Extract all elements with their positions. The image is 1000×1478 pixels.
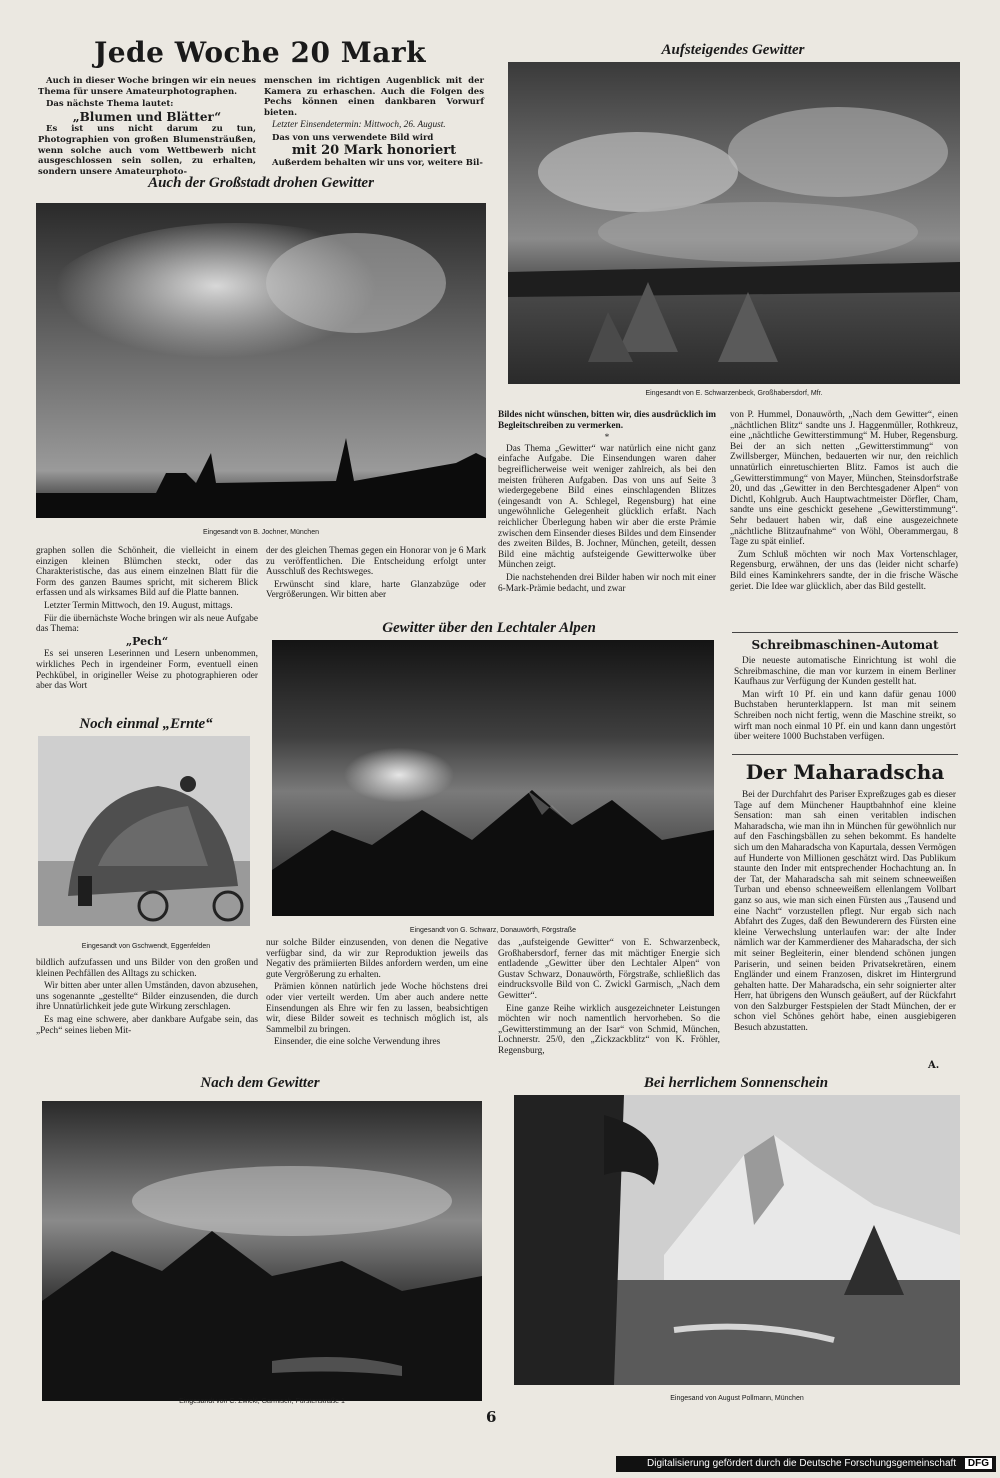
sidebar-signature: A. bbox=[928, 1060, 940, 1071]
intro-column-2 bbox=[264, 76, 484, 168]
text-right-col2 bbox=[730, 410, 958, 618]
intro-text-f: Außerdem behalten wir uns vor, weitere Bil- bbox=[272, 158, 483, 169]
text-left-mid-4: Es sei unseren Leserinnen und Lesern unbenommen, wirkliches Pech in irgendeiner Form, eventuell einen Pechkübel, in origineller Weise zu photographieren oder aber das Wort bbox=[36, 649, 258, 692]
intro-deadline: Letzter Einsendetermin: Mittwoch, 26. August. bbox=[272, 120, 446, 131]
text-center-low bbox=[266, 938, 488, 1064]
photo-ernte bbox=[38, 736, 250, 926]
intro-column-1 bbox=[38, 76, 256, 177]
text-center-low-1: nur solche Bilder einzusenden, von denen die Negative verfügbar sind, da wir zur Reproduktion jeweils das Negativ des prämiierten Bildes anfordern werden, um eine gute Vergrößerung zu erhalten. bbox=[266, 938, 488, 980]
sidebar-automat-text bbox=[734, 656, 956, 748]
text-mid-col2-2: Erwünscht sind klare, harte Glanzabzüge oder Vergrößerungen. Wir bitten aber bbox=[266, 579, 486, 601]
sidebar-maharadscha-title: Der Maharadscha bbox=[745, 760, 945, 784]
intro-text-c: Es ist uns nicht darum zu tun, Photographien von großen Blumensträußen, wenn solche auch vom Wettbewerb nicht ausgeschlossen sein sollen, zu erhalten, sondern unsere Amateurphoto- bbox=[38, 124, 256, 177]
text-right-low-2: Eine ganze Reihe wirklich ausgezeichneter Leistungen möchten wir noch namentlich hervorheben. So die „Gewitterstimmung an der Isar“ von Schmid, München, Lochnerstr. 25/0, den „Zickzackblitz“ von K. Fröhler, Regensburg, bbox=[498, 1003, 720, 1056]
photo-lechtal bbox=[272, 640, 714, 916]
sidebar-rule-mid bbox=[732, 754, 958, 755]
intro-text-b: Das nächste Thema lautet: bbox=[46, 99, 174, 110]
text-right-low bbox=[498, 938, 720, 1064]
photo-title-grossstadt: Auch der Großstadt drohen Gewitter bbox=[148, 175, 374, 191]
photo-credit-aufsteigend: Eingesandt von E. Schwarzenbeck, Großhabersdorf, Mfr. bbox=[645, 390, 823, 397]
text-right-col1-1: Bildes nicht wünschen, bitten wir, dies ausdrücklich im Begleitschreiben zu vermerken. bbox=[498, 410, 716, 431]
intro-text-a: Auch in dieser Woche bringen wir ein neues Thema für unsere Amateurphotographen. bbox=[38, 76, 256, 97]
text-right-col2-2: Zum Schluß möchten wir noch Max Vortenschlager, Regensburg, erwähnen, der uns das (leider nicht scharfe) Bild eines Kaminkehrers sandte, der in die frische Wäsche geriet. Die Idee war glücklich, aber das Bild gestellt. bbox=[730, 549, 958, 592]
photo-credit-sonnenschein: Eingesand von August Pollmann, München bbox=[670, 1395, 804, 1402]
intro-text-e: Das von uns verwendete Bild wird bbox=[272, 132, 434, 143]
text-center-low-2: Prämien können natürlich jede Woche höchstens drei oder vier verteilt werden. Um aber auch andere nette Einsendungen als Ehre wir fen zu lassen, beabsichtigen wir, diese Bilder soweit es technisch möglich ist, als Sammelbil zu bringen. bbox=[266, 982, 488, 1035]
text-asterisk: * bbox=[604, 433, 610, 444]
text-mid-col2-1: der des gleichen Themas gegen ein Honorar von je 6 Mark zu veröffentlichen. Die Entscheidung erfolgt unter Ausschluß des Rechtsweges. bbox=[266, 546, 486, 578]
text-right-low-1: das „aufsteigende Gewitter“ von E. Schwarzenbeck, Großhabersdorf, ferner das mit mächtiger Energie sich entladende „Gewitter über den Lechtaler Alpen“ von Gustav Schwarz, Donauwörth, Förgstraße, schließlich das eindrucksvolle Bild von C. Zwickl Garmisch, „Nach dem Gewitter“. bbox=[498, 938, 720, 1001]
digitization-text: Digitalisierung gefördert durch die Deutsche Forschungsgemeinschaft bbox=[647, 1458, 957, 1469]
digitization-note bbox=[616, 1456, 996, 1472]
text-left-mid-2: Letzter Termin Mittwoch, den 19. August, mittags. bbox=[44, 600, 233, 611]
dfg-logo: DFG bbox=[965, 1458, 992, 1469]
text-right-col1-3: Die nachstehenden drei Bilder haben wir noch mit einer 6-Mark-Prämie bedacht, und zwar bbox=[498, 572, 716, 594]
text-left-low-2: Wir bitten aber unter allen Umständen, davon abzusehen, uns sogenannte „gestellte“ Bilder einzusenden, die durch ihre Unnatürlichkeit jede gute Wirkung zerschlagen. bbox=[36, 981, 258, 1013]
text-left-low-3: Es mag eine schwere, aber dankbare Aufgabe sein, das „Pech“ seines lieben Mit- bbox=[36, 1014, 258, 1036]
photo-aufsteigend bbox=[508, 62, 960, 384]
photo-grossstadt bbox=[36, 203, 486, 518]
photo-title-aufsteigend: Aufsteigendes Gewitter bbox=[661, 42, 805, 58]
text-right-col1 bbox=[498, 410, 716, 618]
text-right-col2-1: von P. Hummel, Donauwörth, „Nach dem Gewitter“, einen „nächtlichen Blitz“ sandte uns J. Haggenmüller, Rothkreuz, eine „nächtliche Gewitterstimmung“ M. Huber, Regensburg. Bei der an sich netten „Gewitterstimmung“ von Zwillsberger, München, bedauerten wir nur, den reichlich unnatürlich einretuschierten Blitz. Famos ist auch die „Gewitterstimmung“ von Mayer, München, Steinsdorfstraße 20, und das „Gewitter in den Berchtesgadener Alpen“ von Dichtl, Kohlgrub. Auch Hauptwachtmeister Dörfler, Cham, sandte uns eine geschickt gesehene „Gewitterstimmung“. Sehr bedauert haben wir, daß eine ausgezeichnete „nächtliche Blitzaufnahme“ von Wöhl, Oberammergau, 8 Tage zu spät einlief. bbox=[730, 410, 958, 548]
photo-title-nach: Nach dem Gewitter bbox=[200, 1075, 320, 1091]
text-left-mid-1: graphen sollen die Schönheit, die vielleicht in einem einzigen kleinen Blümchen steckt, oder das Charakteristische, das aus einem einzelnen Blatt für die Form des ganzen Baumes spricht, mit sicherem Blick erfassen und als wirksames Bild auf die Platte bannen. bbox=[36, 546, 258, 599]
text-right-col1-2: Das Thema „Gewitter“ war natürlich eine nicht ganz einfache Aufgabe. Die Einsendungen waren daher begreiflicherweise weit weniger zahlreich, als bei den meisten früheren Aufgaben. Das von uns auf Seite 3 wiedergegebene Bild eines einschlagenden Blitzes (eingesandt von A. Schlegel, Regensburg) hat eine ungewöhnliche Gelegenheit glücklich erfaßt. Nach reichlicher Überlegung haben wir aber die erste Prämie zwischen dem Einsender dieses Bildes und dem Einsender des zweiten Bildes, B. Jochner, München, geteilt, dessen Bild eine mächtig aufsteigende Gewitterwolke über München zeigt. bbox=[498, 443, 716, 571]
text-mid-col2 bbox=[266, 546, 486, 616]
sidebar-automat-title: Schreibmaschinen-Automat bbox=[751, 638, 939, 652]
photo-credit-ernte: Eingesandt von Gschwendt, Eggenfelden bbox=[81, 943, 211, 950]
photo-title-ernte: Noch einmal „Ernte“ bbox=[79, 716, 213, 732]
page-headline: Jede Woche 20 Mark bbox=[93, 36, 426, 69]
text-pech-label: „Pech“ bbox=[125, 634, 169, 648]
sidebar-automat-p2: Man wirft 10 Pf. ein und kann dafür genau 1000 Buchstaben herunterklappern. Ist man mit seinem Schreiben noch nicht fertig, wenn die Maschine streikt, so wirft man noch einmal 10 Pf. ein und kann dann ungestört über weitere 1000 Buchstaben verfügen. bbox=[734, 689, 956, 743]
intro-honor: mit 20 Mark honoriert bbox=[291, 142, 457, 158]
intro-theme: „Blumen und Blätter“ bbox=[72, 109, 222, 124]
photo-credit-nach: Eingesandt von C. Zwickl, Garmisch, Fürstenstraße 1 bbox=[179, 1398, 345, 1405]
photo-title-lechtal: Gewitter über den Lechtaler Alpen bbox=[382, 620, 596, 636]
photo-title-sonnenschein: Bei herrlichem Sonnenschein bbox=[643, 1075, 829, 1091]
sidebar-maharadscha-text bbox=[734, 790, 956, 1066]
text-left-low-1: bildlich aufzufassen und uns Bilder von den großen und kleinen Pechfällen des Alltags zu schicken. bbox=[36, 958, 258, 979]
intro-text-d: menschen im richtigen Augenblick mit der Kamera zu erhaschen. Auch die Folgen des Pechs können einen dankbaren Vorwurf bieten. bbox=[264, 76, 484, 118]
text-center-low-3: Einsender, die eine solche Verwendung ihres bbox=[274, 1037, 441, 1048]
photo-nach bbox=[42, 1101, 482, 1401]
sidebar-maharadscha-p1: Bei der Durchfahrt des Pariser Expreßzuges gab es dieser Tage auf dem Münchener Hauptbahnhof eine kleine Sensation: man sah einen veritablen indischen Maharadscha, wie man ihn in München für gewöhnlich nur auf den Faschingsbällen zu sehen bekommt. Es handelte sich um den Maharadscha von Kapurtala, dessen Vermögen auf Hunderte von Millionen geschätzt wird. Das Publikum staunte den Inder mit entsprechender Hochachtung an. In der Tat, der Maharadscha sah mit seinem schneeweißen Turban und ebenso schneeweißem ellenlangem Vollbart ganz so aus, wie man sich einen Fürsten aus „Tausend und eine Nacht“ vorzustellen pflegt. Nur ergab sich nach Abfahrt des Zuges, daß den Bewunderern des Fürsten eine kleine Verwechslung unterlaufen war: der alte Inder nämlich war der Kammerdiener des Maharadscha, der sich mit seiner Begleiterin, einer blendend schönen jungen Pariserin, und seinen beiden Privatsekretären, einem Engländer und einem Franzosen, diskret im Hintergrund gehalten hatte. Der Maharadscha, ein sehr soignierter alter Herr, hat übrigens den Wunsch geäußert, auf der Rückfahrt von den Salzburger Festspielen der Stadt München, der er schon viel Schönes gehört habe, einen ausgiebigeren Besuch abzustatten. bbox=[734, 790, 956, 1034]
sidebar-rule-top bbox=[732, 632, 958, 633]
photo-sonnenschein bbox=[514, 1095, 960, 1385]
text-left-low bbox=[36, 958, 258, 1064]
text-left-mid bbox=[36, 546, 258, 700]
sidebar-automat-p1: Die neueste automatische Einrichtung ist wohl die Schreibmaschine, die man vor kurzem in einem Berliner Kaufhaus zur Verfügung der Kunden gestellt hat. bbox=[734, 656, 956, 688]
photo-credit-grossstadt: Eingesandt von B. Jochner, München bbox=[203, 529, 319, 536]
photo-credit-lechtal: Eingesandt von G. Schwarz, Donauwörth, Förgstraße bbox=[409, 927, 577, 934]
text-left-mid-3: Für die übernächste Woche bringen wir als neue Aufgabe das Thema: bbox=[36, 613, 258, 635]
page-number: 6 bbox=[486, 1408, 497, 1426]
